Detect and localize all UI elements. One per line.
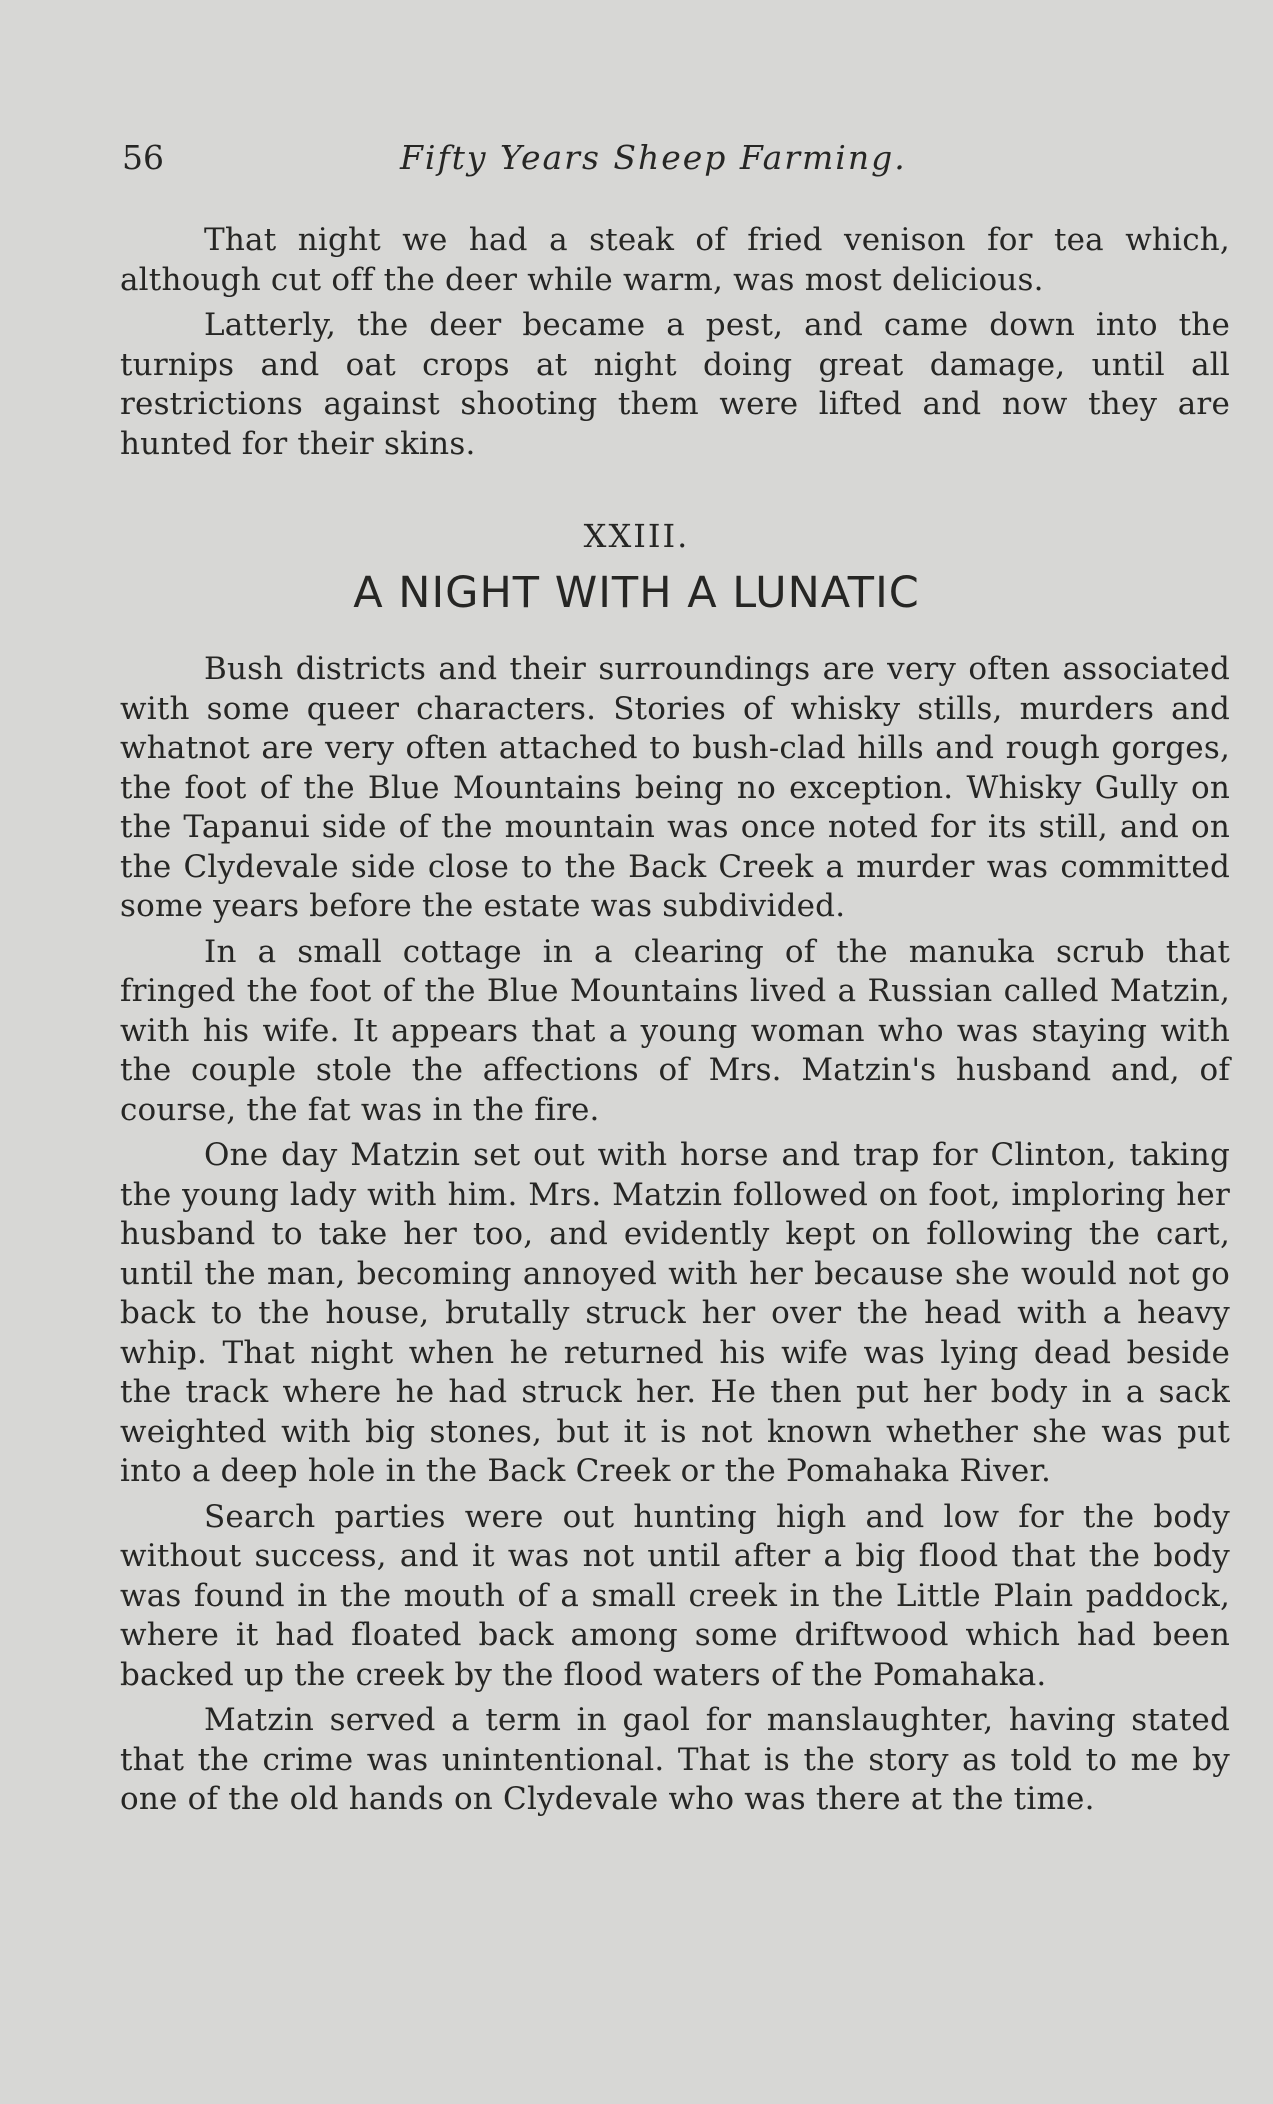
- chapter-text: [120, 650, 1230, 1826]
- paragraph: Matzin served a term in gaol for manslaughter, having stated that the crime was unintentional. That is the story as told to me by one of the old hands on Clydevale who was there at the time.: [120, 1702, 1230, 1817]
- paragraph: Bush districts and their surroundings are very often associated with some queer characters. Stories of whisky stills, murders and whatnot are very often attached to bush-clad hills and rough gorges, the foot of the Blue Mountains being no exception. Whisky Gully on the Tapanui side of the mountain was once noted for its still, and on the Clydevale side close to the Back Creek a murder was committed some years before the estate was subdivided.: [120, 651, 1230, 924]
- running-title: Fifty Years Sheep Farming.: [400, 138, 907, 177]
- page-header: [0, 138, 1273, 186]
- paragraph: Search parties were out hunting high and low for the body without success, and it was not until after a big flood that the body was found in the mouth of a small creek in the Little Plain paddock, where it had floated back among some driftwood which had been backed up the creek by the flood waters of the Pomahaka.: [120, 1498, 1230, 1693]
- paragraph: Latterly, the deer became a pest, and came down into the turnips and oat crops at night doing great damage, until all restrictions against shooting them were lifted and now they are hunted for their skins.: [120, 307, 1230, 462]
- page-number: 56: [122, 138, 164, 177]
- paragraph: One day Matzin set out with horse and trap for Clinton, taking the young lady with him. Mrs. Matzin followed on foot, imploring her husband to take her too, and evidently kept on following the cart, until the man, becoming annoyed with her because she would not go back to the house, brutally struck her over the head with a heavy whip. That night when he returned his wife was lying dead beside the track where he had struck her. He then put her body in a sack weighted with big stones, but it is not known whether she was put into a deep hole in the Back Creek or the Pomahaka River.: [120, 1137, 1230, 1489]
- intro-text: [120, 221, 1230, 470]
- chapter-title: A NIGHT WITH A LUNATIC: [353, 568, 920, 618]
- paragraph: In a small cottage in a clearing of the manuka scrub that fringed the foot of the Blue Mountains lived a Russian called Matzin, with his wife. It appears that a young woman who was staying with the couple stole the affections of Mrs. Matzin's husband and, of course, the fat was in the fire.: [120, 933, 1230, 1128]
- chapter-number: XXIII.: [583, 517, 690, 555]
- paragraph: That night we had a steak of fried venison for tea which, although cut off the deer while warm, was most delicious.: [120, 222, 1230, 298]
